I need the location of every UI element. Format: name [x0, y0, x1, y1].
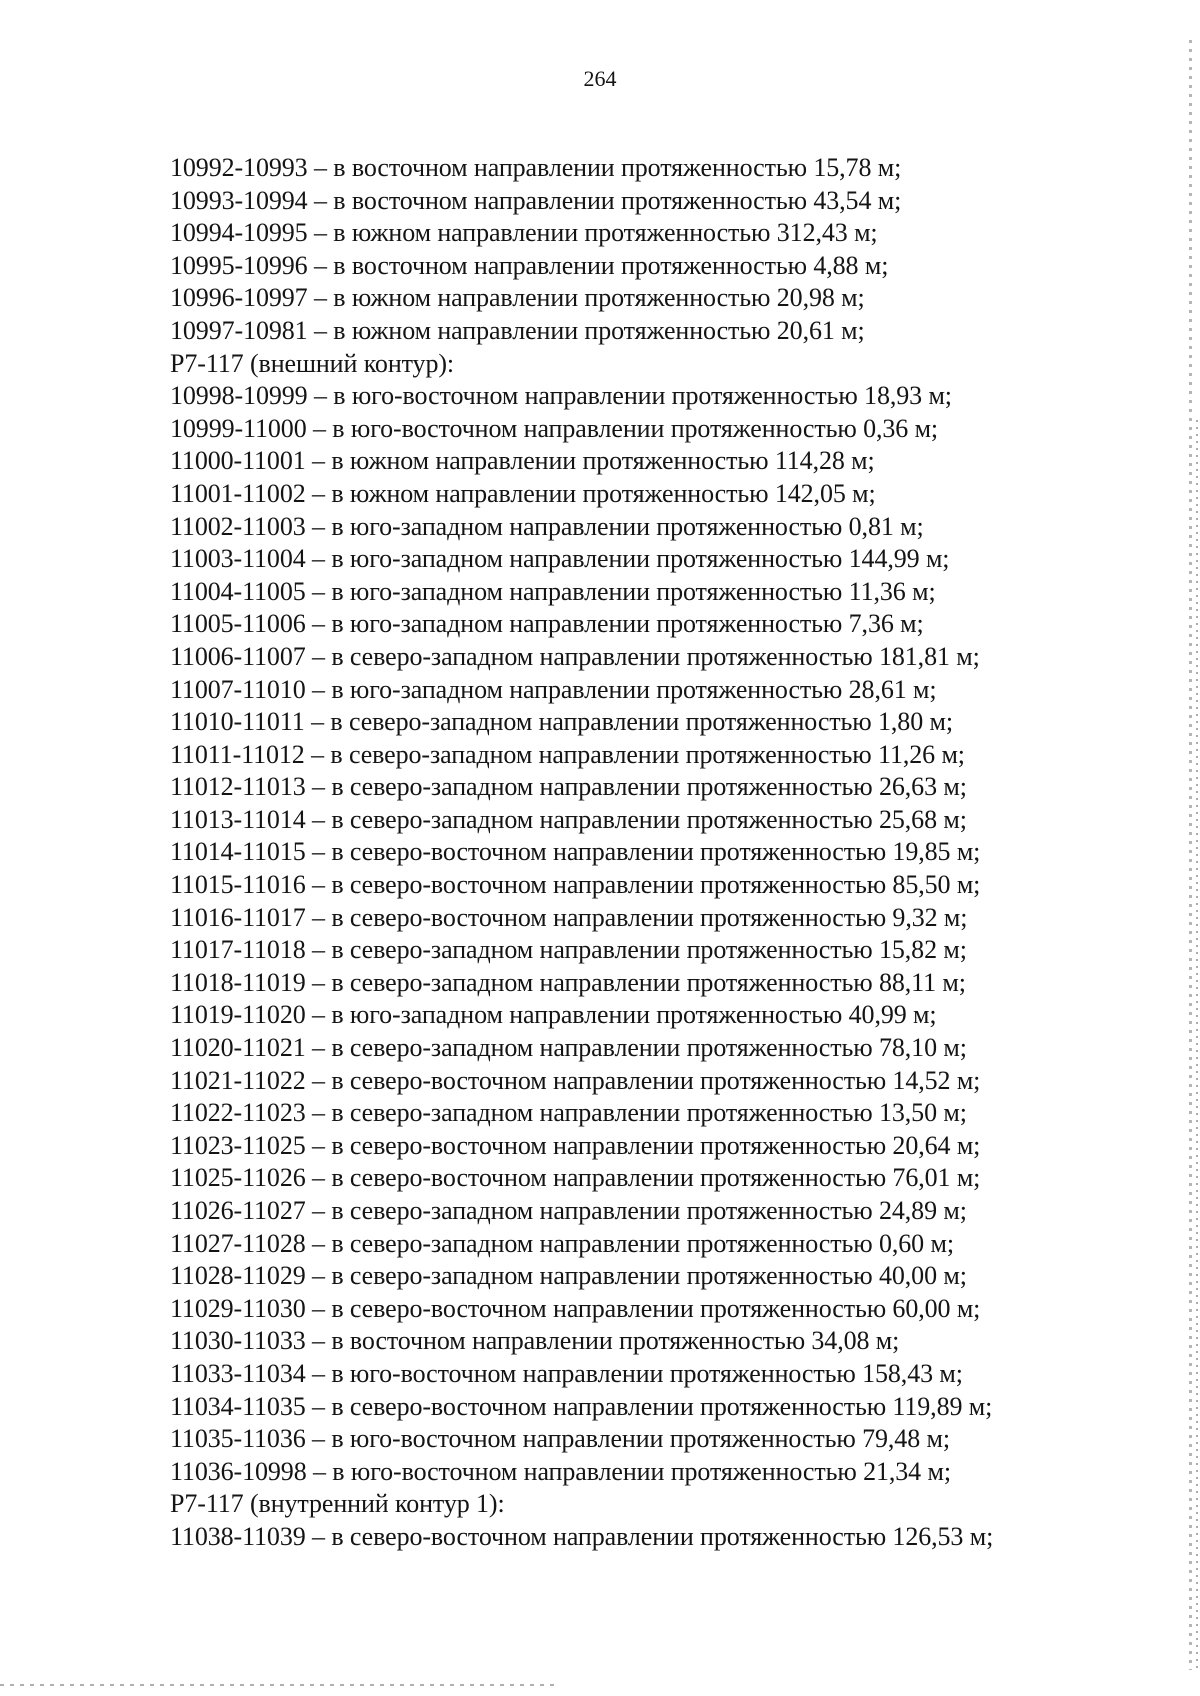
- boundary-line: 10993-10994 – в восточном направлении протяженностью 43,54 м;: [170, 185, 902, 215]
- boundary-line: 11014-11015 – в северо-восточном направлении протяженностью 19,85 м;: [170, 837, 981, 867]
- boundary-line: 11034-11035 – в северо-восточном направлении протяженностью 119,89 м;: [170, 1391, 993, 1421]
- boundary-line: 11022-11023 – в северо-западном направлении протяженностью 13,50 м;: [170, 1098, 967, 1128]
- boundary-description-list: [170, 152, 1100, 1554]
- boundary-line: 11017-11018 – в северо-западном направлении протяженностью 15,82 м;: [170, 935, 967, 965]
- boundary-line: 11027-11028 – в северо-западном направлении протяженностью 0,60 м;: [170, 1228, 954, 1258]
- boundary-line: 11033-11034 – в юго-восточном направлении протяженностью 158,43 м;: [170, 1358, 963, 1388]
- boundary-line: 10997-10981 – в южном направлении протяженностью 20,61 м;: [170, 315, 865, 345]
- section-heading-inner-contour: Р7-117 (внутренний контур 1):: [170, 1489, 505, 1519]
- boundary-line: 11025-11026 – в северо-восточном направлении протяженностью 76,01 м;: [170, 1163, 981, 1193]
- boundary-line: 11011-11012 – в северо-западном направлении протяженностью 11,26 м;: [170, 739, 965, 769]
- boundary-line: 11015-11016 – в северо-восточном направлении протяженностью 85,50 м;: [170, 870, 981, 900]
- boundary-line: 11013-11014 – в северо-западном направлении протяженностью 25,68 м;: [170, 804, 967, 834]
- scan-edge-artifact: [1196, 420, 1198, 1670]
- boundary-line: 10999-11000 – в юго-восточном направлении протяженностью 0,36 м;: [170, 413, 939, 443]
- boundary-line: 10996-10997 – в южном направлении протяженностью 20,98 м;: [170, 283, 865, 313]
- scan-bottom-artifact: [0, 1684, 560, 1686]
- boundary-line: 11016-11017 – в северо-восточном направлении протяженностью 9,32 м;: [170, 902, 968, 932]
- boundary-line: 11005-11006 – в юго-западном направлении протяженностью 7,36 м;: [170, 609, 924, 639]
- boundary-line: 10995-10996 – в восточном направлении протяженностью 4,88 м;: [170, 250, 889, 280]
- boundary-line: 11012-11013 – в северо-западном направлении протяженностью 26,63 м;: [170, 772, 967, 802]
- boundary-line: 11018-11019 – в северо-западном направлении протяженностью 88,11 м;: [170, 967, 966, 997]
- boundary-line: 11028-11029 – в северо-западном направлении протяженностью 40,00 м;: [170, 1261, 967, 1291]
- boundary-line: 10998-10999 – в юго-восточном направлении протяженностью 18,93 м;: [170, 381, 952, 411]
- boundary-line: 11002-11003 – в юго-западном направлении протяженностью 0,81 м;: [170, 511, 924, 541]
- boundary-line: 11004-11005 – в юго-западном направлении протяженностью 11,36 м;: [170, 576, 936, 606]
- boundary-line: 11021-11022 – в северо-восточном направлении протяженностью 14,52 м;: [170, 1065, 981, 1095]
- boundary-line: 11001-11002 – в южном направлении протяженностью 142,05 м;: [170, 478, 876, 508]
- boundary-line: 10992-10993 – в восточном направлении протяженностью 15,78 м;: [170, 153, 902, 182]
- boundary-line: 11000-11001 – в южном направлении протяженностью 114,28 м;: [170, 446, 875, 476]
- boundary-line: 11035-11036 – в юго-восточном направлении протяженностью 79,48 м;: [170, 1424, 950, 1454]
- boundary-line: 11036-10998 – в юго-восточном направлении протяженностью 21,34 м;: [170, 1456, 951, 1486]
- boundary-line: 10994-10995 – в южном направлении протяженностью 312,43 м;: [170, 218, 878, 248]
- boundary-line: 11026-11027 – в северо-западном направлении протяженностью 24,89 м;: [170, 1196, 967, 1225]
- page-number: 264: [583, 66, 617, 91]
- boundary-line: 11019-11020 – в юго-западном направлении протяженностью 40,99 м;: [170, 1000, 937, 1030]
- boundary-line: 11007-11010 – в юго-западном направлении протяженностью 28,61 м;: [170, 674, 937, 704]
- boundary-line: 11029-11030 – в северо-восточном направлении протяженностью 60,00 м;: [170, 1293, 981, 1323]
- boundary-line: 11023-11025 – в северо-восточном направлении протяженностью 20,64 м;: [170, 1130, 981, 1160]
- boundary-line: 11010-11011 – в северо-западном направлении протяженностью 1,80 м;: [170, 707, 953, 737]
- boundary-line: 11038-11039 – в северо-восточном направлении протяженностью 126,53 м;: [170, 1521, 994, 1551]
- boundary-line: 11030-11033 – в восточном направлении протяженностью 34,08 м;: [170, 1326, 900, 1356]
- section-heading-outer-contour: Р7-117 (внешний контур):: [170, 348, 455, 378]
- boundary-line: 11020-11021 – в северо-западном направлении протяженностью 78,10 м;: [170, 1033, 967, 1063]
- boundary-line: 11003-11004 – в юго-западном направлении протяженностью 144,99 м;: [170, 544, 950, 574]
- boundary-line: 11006-11007 – в северо-западном направлении протяженностью 181,81 м;: [170, 641, 980, 671]
- scan-edge-artifact: [1189, 40, 1192, 1670]
